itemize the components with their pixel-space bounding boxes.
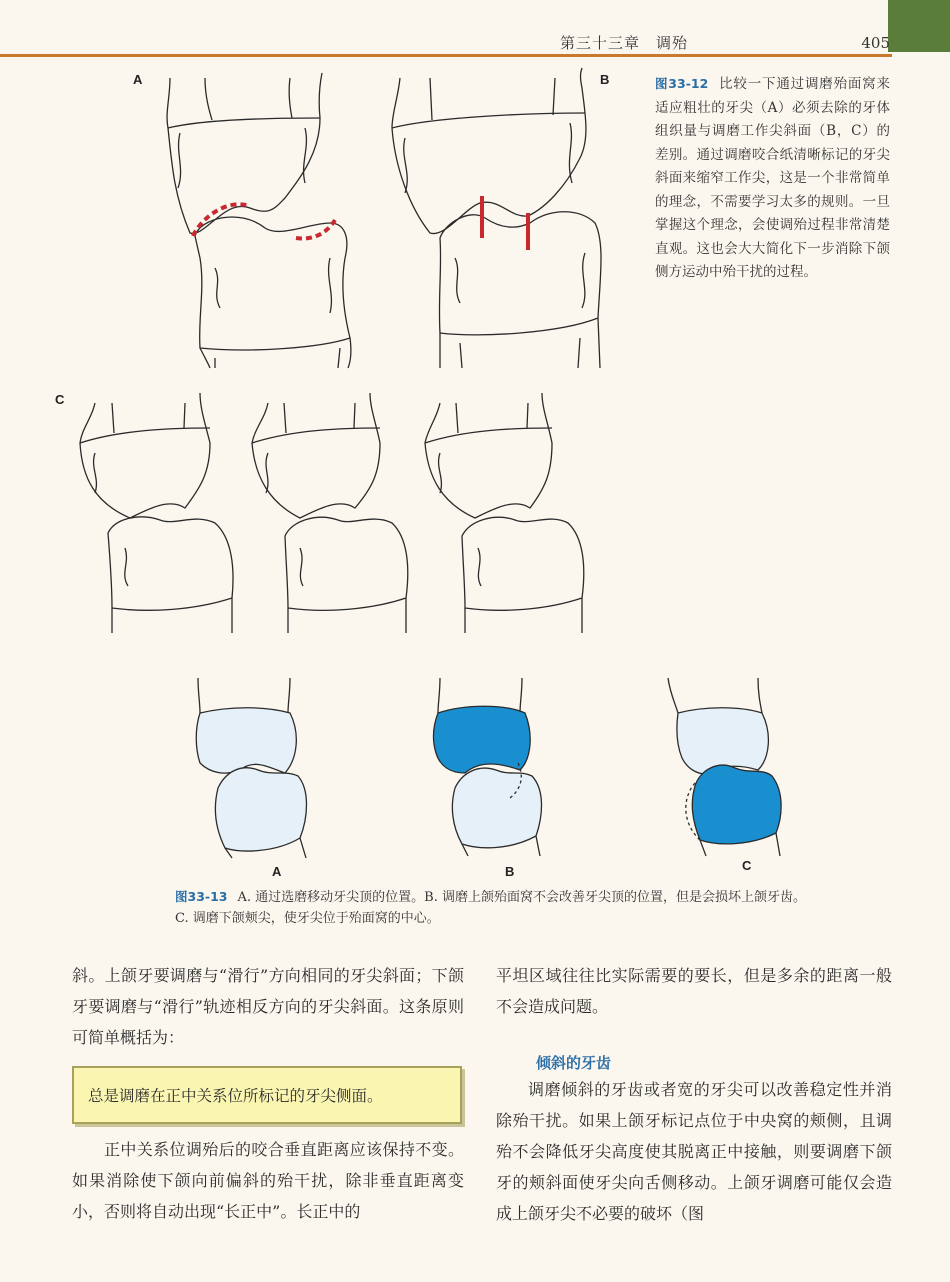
running-header [560, 32, 890, 53]
body-right-paragraph-1: 平坦区域往往比实际需要的要长，但是多余的距离一般不会造成问题。 [496, 966, 892, 1016]
key-principle-box [72, 1066, 462, 1124]
fig-33-13-panel-b [434, 678, 542, 856]
fig-33-12-label-b: B [600, 72, 610, 87]
figure-33-13-caption-text: A. 通过选磨移动牙尖顶的位置。B. 调磨上颌殆面窝不会改善牙尖顶的位置，但是会损坏上颌牙齿。C. 调磨下颌颊尖，使牙尖位于殆面窝的中心。 [175, 890, 806, 926]
fig-33-13-label-b: B [505, 864, 515, 879]
key-principle-text: 总是调磨在正中关系位所标记的牙尖侧面。 [88, 1087, 383, 1105]
fig-33-13-label-a: A [272, 864, 282, 879]
header-rule [0, 54, 892, 57]
section-heading-tilted-teeth: 倾斜的牙齿 [536, 1054, 612, 1072]
fig-33-12-panel-c [80, 393, 584, 633]
fig-33-13-label-c: C [742, 858, 752, 873]
fig-33-13-panel-a [196, 678, 306, 858]
figure-33-12-caption [655, 72, 890, 285]
body-left-paragraph-2: 正中关系位调殆后的咬合垂直距离应该保持不变。如果消除使下颌向前偏斜的殆干扰，除非垂直距离变小，否则将自动出现“长正中”。长正中的 [72, 1140, 464, 1221]
page-number: 405 [861, 34, 890, 52]
fig-33-12-label-c: C [55, 392, 65, 407]
fig-33-12-label-a: A [133, 72, 143, 87]
body-left-paragraph-1: 斜。上颌牙要调磨与“滑行”方向相同的牙尖斜面；下颌牙要调磨与“滑行”轨迹相反方向的牙尖斜面。这条原则可简单概括为： [72, 966, 464, 1047]
chapter-corner-tab [888, 0, 950, 52]
figure-33-13-number: 图33-13 [175, 889, 228, 904]
fig-33-12-panel-a [167, 73, 351, 368]
figure-33-13-caption [175, 886, 815, 929]
figure-33-12-caption-text: 比较一下通过调磨殆面窝来适应粗壮的牙尖（A）必须去除的牙体组织量与调磨工作尖斜面（B，C）的差别。通过调磨咬合纸清晰标记的牙尖斜面来缩窄工作尖，这是一个非常简单的理念，不需要学习太多的规则。一旦掌握这个理念，会使调殆过程非常清楚直观。这也会大大简化下一步消除下颌侧方运动中殆干扰的过程。 [655, 76, 891, 280]
fig-33-12-panel-b [392, 68, 601, 368]
body-right-paragraph-2: 调磨倾斜的牙齿或者宽的牙尖可以改善稳定性并消除殆干扰。如果上颌牙标记点位于中央窝的颊侧，且调殆不会降低牙尖高度使其脱离正中接触，则要调磨下颌牙的颊斜面使牙尖向舌侧移动。上颌牙调磨可能仅会造成上颌牙尖不必要的破坏（图 [496, 1080, 892, 1223]
chapter-title: 第三十三章 调殆 [560, 34, 689, 52]
fig-33-13-panel-c [668, 678, 781, 856]
figure-33-12-number: 图33-12 [655, 76, 709, 91]
